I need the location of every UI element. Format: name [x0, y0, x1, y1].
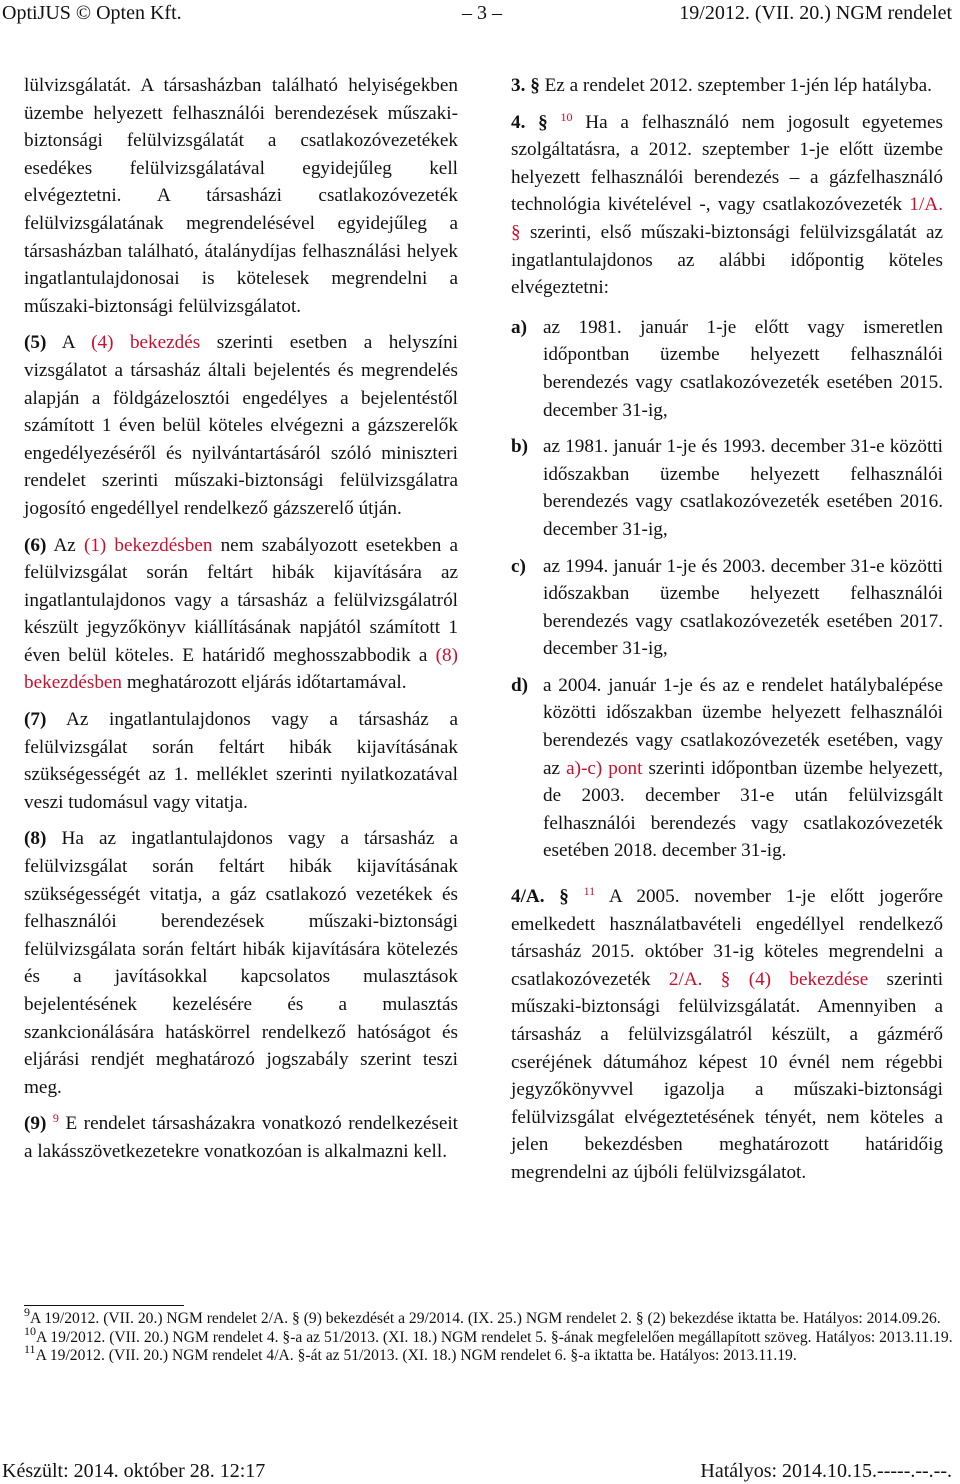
section-number: 4/A. §: [511, 886, 569, 908]
footnote: $^{10}$A 19/2012. (VII. 20.) NGM rendelet 4. §-a az 51/2013. (XI. 18.) NGM rendelet 5. §-ának megfelelően megállapított szöveg. Hatályos: 2013.11.19.: [24, 1323, 953, 1346]
paragraph-number: (8): [24, 828, 47, 850]
paragraph-5: (5) A (4) bekezdés szerinti esetben a helyszíni vizsgálatot a társasház általi bejelentés és megrendelés alapján a földgázelosztói engedélyes a bejelentéstől számított 1 éven belül köteles elvégezni a gázszerelők engedélyezéséről és nyilvántartásáról szóló miniszteri rendelet szerinti műszaki-biztonsági felülvizsgálatra jogosító engedéllyel rendelkező gázszerelő útján.: [24, 332, 458, 519]
paragraph-number: (7): [24, 709, 47, 731]
header-regulation-title: 19/2012. (VII. 20.) NGM rendelet: [679, 2, 952, 24]
left-column: [24, 72, 458, 1166]
header-publisher: OptiJUS © Opten Kft.: [2, 2, 182, 24]
footnote-number: 9: [24, 1305, 30, 1319]
list-item-text: az 1981. január 1-je és 1993. december 31-e közötti időszakban üzembe helyezett felhasználói berendezés vagy csatlakozóvezeték esetében 2016. december 31-ig,: [543, 436, 943, 540]
section-4a: 4/A. § $^{11}$ A 2005. november 1-je előtt jogerőre emelkedett használatbavételi engedéllyel rendelkező társasház 2015. október 31-ig köteles megrendelni a csatlakozóvezeték 2/A. § (4) bekezdése szerinti műszaki-biztonsági felülvizsgálatát. Amennyiben a társasház a felülvizsgálatról készült, a gázmérő cseréjének dátumához képest 10 évnél nem régebbi jegyzőkönyvvel igazolja a műszaki-biztonsági felülvizsgálat elvégeztetésének tényét, nem köteles a jelen bekezdésben meghatározott határidőig megrendelni az újbóli felülvizsgálatot.: [511, 884, 944, 1183]
footnote-divider: [24, 1305, 184, 1306]
footnote: $^9$A 19/2012. (VII. 20.) NGM rendelet 2/A. § (9) bekezdését a 29/2014. (IX. 25.) NGM rendelet 2. § (2) bekezdése iktatta be. Hatályos: 2014.09.26.: [24, 1305, 941, 1327]
footnote: $^{11}$A 19/2012. (VII. 20.) NGM rendelet 4/A. §-át az 51/2013. (XI. 18.) NGM rendelet 6. §-a iktatta be. Hatályos: 2013.11.19.: [24, 1342, 797, 1365]
list-item-text: az 1981. január 1-je előtt vagy ismeretlen időpontban üzembe helyezett felhasználói berendezés vagy csatlakozóvezeték esetében 2015. december 31-ig,: [543, 316, 943, 421]
list-item-label: c): [511, 555, 526, 577]
list-item: [511, 553, 943, 663]
cross-reference-link[interactable]: 1/A. §: [511, 194, 943, 243]
list-item: [511, 672, 943, 865]
right-column: [511, 72, 943, 1187]
cross-reference-link[interactable]: (1) bekezdésben: [83, 534, 213, 556]
footnote-number: 11: [24, 1342, 36, 1357]
paragraph-6: (6) Az (1) bekezdésben nem szabályozott esetekben a felülvizsgálat során feltárt hibák kijavítására az ingatlantulajdonos vagy a társasház a felülvizsgálatról készült jegyzőkönyv kiállításának napjától számított 1 éven belül köteles. E határidő meghosszabbodik a (8) bekezdésben meghatározott eljárás időtartamával.: [24, 534, 459, 694]
list-item-label: b): [511, 436, 529, 458]
section-3: 3. § Ez a rendelet 2012. szeptember 1-jén lép hatályba.: [511, 75, 932, 96]
deadline-list: [511, 314, 943, 865]
list-item-text: az 1994. január 1-je és 2003. december 31-e közötti időszakban üzembe helyezett felhasználói berendezés vagy csatlakozóvezeték esetében 2017. december 31-ig,: [543, 555, 943, 660]
list-item-label: d): [511, 674, 529, 696]
header-page-number: – 3 –: [462, 2, 502, 24]
list-item-text: a 2004. január 1-je és az e rendelet hatálybalépése közötti időszakban üzembe helyezett felhasználói berendezés vagy csatlakozóvezeték esetében, vagy az a)-c) pont szerinti időpontban üzembe helyezett, de 2003. december 31-e után felülvizsgált felhasználói berendezés vagy csatlakozóvezeték esetében 2018. december 31-ig.: [543, 674, 944, 862]
cross-reference-link[interactable]: (4) bekezdés: [91, 332, 201, 354]
page-footer: [0, 1458, 960, 1484]
paragraph-7: (7) Az ingatlantulajdonos vagy a társasház a felülvizsgálat során feltárt hibák kijavításának szükségességét az 1. melléklet szerinti nyilatkozatával veszi tudomásul vagy vitatja.: [24, 709, 458, 813]
footnote-marker[interactable]: 10: [560, 109, 573, 124]
footnotes: [2, 1305, 956, 1366]
paragraph-number: (5): [24, 332, 47, 354]
paragraph-8: (8) Ha az ingatlantulajdonos vagy a társasház a felülvizsgálat során feltárt hibák kijavításának szükségességét vitatja, a gáz csatlakozó vezetékek és felhasználói berendezések műszaki-biztonsági felülvizsgálata során feltárt hibák kijavítására kötelezés és a javításokkal kapcsolatos mulasztások bejelentésének kezelésére és a mulasztás szankcionálására hatáskörrel rendelkező hatóságot és eljárási rendjét meghatározó jogszabály szerint teszi meg.: [24, 828, 458, 1098]
footer-effective: Hatályos: 2014.10.15.-----.--.--.: [700, 1460, 952, 1482]
paragraph-number: (6): [24, 534, 47, 556]
section-number: 3. §: [511, 75, 540, 96]
cross-reference-link[interactable]: a)-c) pont: [566, 757, 643, 779]
footnote-marker[interactable]: 11: [583, 884, 596, 899]
list-item-label: a): [511, 316, 527, 338]
footnote-marker[interactable]: 9: [52, 1111, 59, 1126]
footer-created: Készült: 2014. október 28. 12:17: [2, 1460, 266, 1482]
paragraph-4-continuation: lülvizsgálatát. A társasházban található helyiségekben üzembe helyezett felhasználói berendezések műszaki-biztonsági felülvizsgálatát a csatlakozóvezetékek esedékes felülvizsgálatával egyidejűleg kell elvégeztetni. A társasházi csatlakozóvezeték felülvizsgálatának megrendelésével egyidejűleg a társasházban található, átalánydíjas felhasználási helyek ingatlantulajdonosai is kötelesek megrendelni a műszaki-biztonsági felülvizsgálatot.: [24, 75, 458, 317]
paragraph-number: (9): [24, 1113, 47, 1135]
paragraph-9: (9) $^9$ E rendelet társasházakra vonatkozó rendelkezéseit a lakásszövetkezetekre vonatkozóan is alkalmazni kell.: [24, 1111, 459, 1162]
cross-reference-link[interactable]: 2/A. § (4) bekezdése: [668, 968, 869, 990]
list-item: [511, 433, 943, 543]
page-header: [0, 0, 960, 26]
list-item: [511, 314, 943, 424]
cross-reference-link[interactable]: (8) bekezdésben: [24, 644, 458, 694]
section-number: 4. §: [511, 111, 548, 133]
footnote-number: 10: [24, 1323, 36, 1338]
section-4: 4. § $^{10}$ Ha a felhasználó nem jogosult egyetemes szolgáltatásra, a 2012. szeptember 1-je előtt üzembe helyezett felhasználói berendezés – a gázfelhasználó technológia kivételével -, vagy csatlakozóvezeték 1/A. § szerinti, első műszaki-biztonsági felülvizsgálatát az ingatlantulajdonos az alábbi időpontig köteles elvégeztetni:: [511, 109, 944, 299]
